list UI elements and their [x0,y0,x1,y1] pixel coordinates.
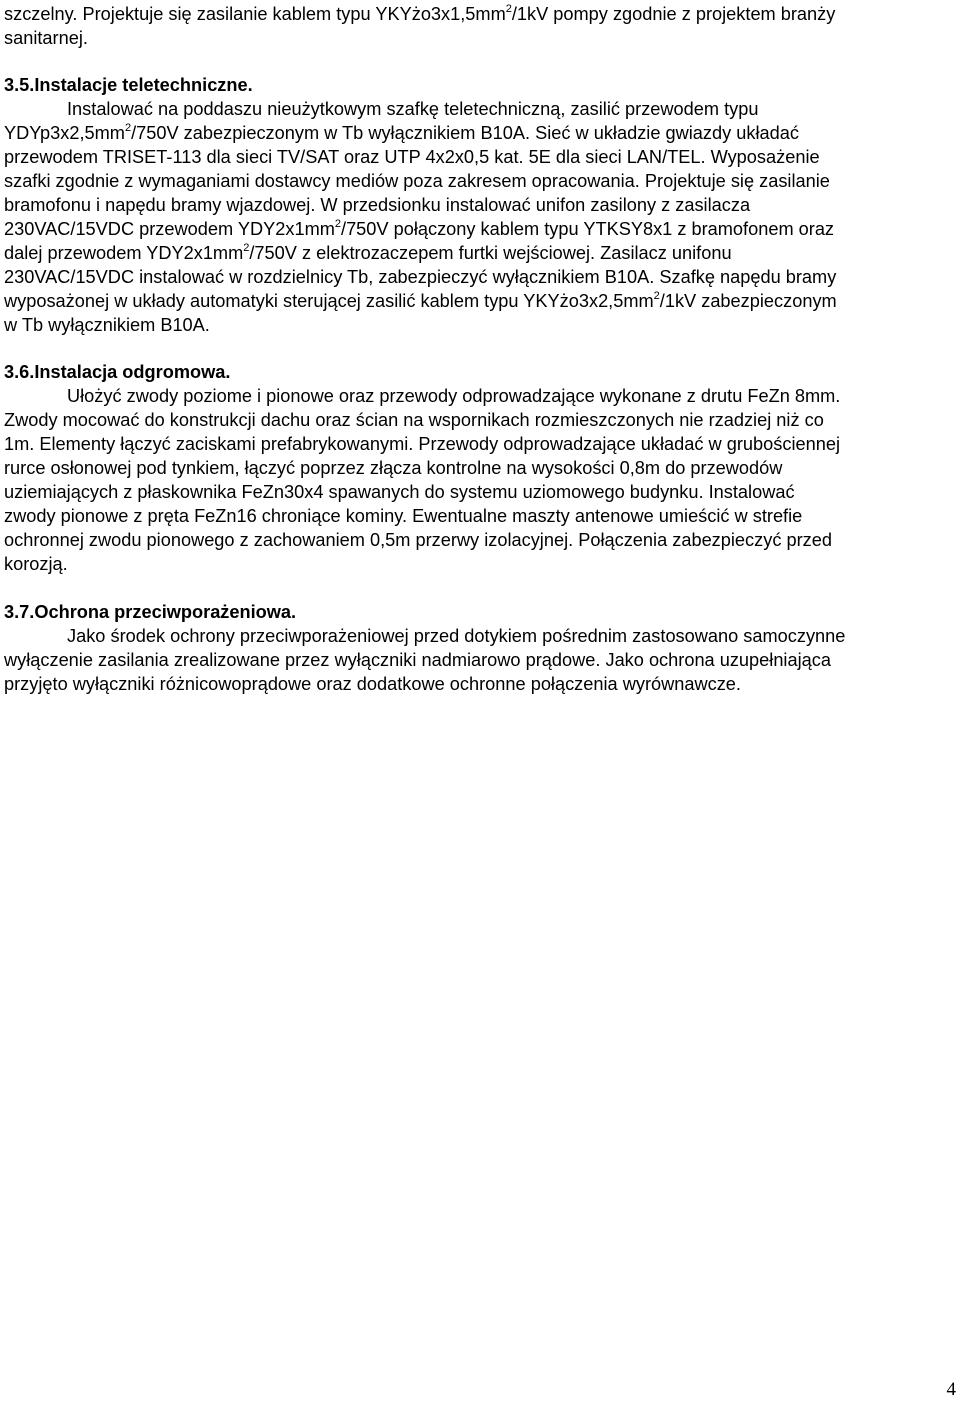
text-line: przewodem TRISET-113 dla sieci TV/SAT oraz UTP 4x2x0,5 kat. 5E dla sieci LAN/TEL. Wyposażenie [4,147,820,167]
text-line: Zwody mocować do konstrukcji dachu oraz ścian na wspornikach rozmieszczonych nie rzadziej niż co [4,410,824,430]
text-line: ochronnej zwodu pionowego z zachowaniem 0,5m przerwy izolacyjnej. Połączenia zabezpieczyć przed [4,530,832,550]
text-line: rurce osłonowej pod tynkiem, łączyć poprzez złącza kontrolne na wysokości 0,8m do przewodów [4,458,783,478]
text-line: przyjęto wyłączniki różnicowoprądowe oraz dodatkowe ochronne połączenia wyrównawcze. [4,674,741,694]
text-line: Ułożyć zwody poziome i pionowe oraz przewody odprowadzające wykonane z drutu FeZn 8mm. [67,386,841,406]
text-line: szczelny. Projektuje się zasilanie kablem typu $YKYżo3x1,5mm^2/1kV$ pompy zgodnie z projektem branży [4,2,836,24]
section-heading-3-6: 3.6.Instalacja odgromowa. [4,362,231,382]
text-line: wyłączenie zasilania zrealizowane przez wyłączniki nadmiarowo prądowe. Jako ochrona uzupełniająca [4,650,831,670]
section-heading-3-7: 3.7.Ochrona przeciwporażeniowa. [4,602,297,622]
text-line: sanitarnej. [4,28,88,48]
text-line: $YDYp3x2,5mm^2/750V$ zabezpieczonym w Tb wyłącznikiem B10A. Sieć w układzie gwiazdy układać [4,121,799,143]
text-line: zwody pionowe z pręta FeZn16 chroniące kominy. Ewentualne maszty antenowe umieścić w strefie [4,506,803,526]
text-line: dalej przewodem $YDY2x1mm^2/750V$ z elektrozaczepem furtki wejściowej. Zasilacz unifonu [4,241,732,263]
text-line: uziemiających z płaskownika FeZn30x4 spawanych do systemu uziomowego budynku. Instalować [4,482,795,502]
section-heading-3-5: 3.5.Instalacje teletechniczne. [4,75,253,95]
text-line: bramofonu i napędu bramy wjazdowej. W przedsionku instalować unifon zasilony z zasilacza [4,195,751,215]
page-number: 4 [946,1379,956,1400]
text-line: 230VAC/15VDC instalować w rozdzielnicy Tb, zabezpieczyć wyłącznikiem B10A. Szafkę napędu bramy [4,267,837,287]
text-line: 1m. Elementy łączyć zaciskami prefabrykowanymi. Przewody odprowadzające układać w grubościennej [4,434,840,454]
text-line: wyposażonej w układy automatyki sterującej zasilić kablem typu $YKYżo3x2,5mm^2/1kV$ zabezpieczonym [4,289,837,311]
text-line: 230VAC/15VDC przewodem $YDY2x1mm^2/750V$ połączony kablem typu YTKSY8x1 z bramofonem oraz [4,217,835,239]
text-line: korozją. [4,554,68,574]
text-line: szafki zgodnie z wymaganiami dostawcy mediów poza zakresem opracowania. Projektuje się zasilanie [4,171,830,191]
text-line: Jako środek ochrony przeciwporażeniowej przed dotykiem pośrednim zastosowano samoczynne [67,626,846,646]
text-line: Instalować na poddaszu nieużytkowym szafkę teletechniczną, zasilić przewodem typu [67,99,759,119]
text-line: w Tb wyłącznikiem B10A. [4,315,210,335]
